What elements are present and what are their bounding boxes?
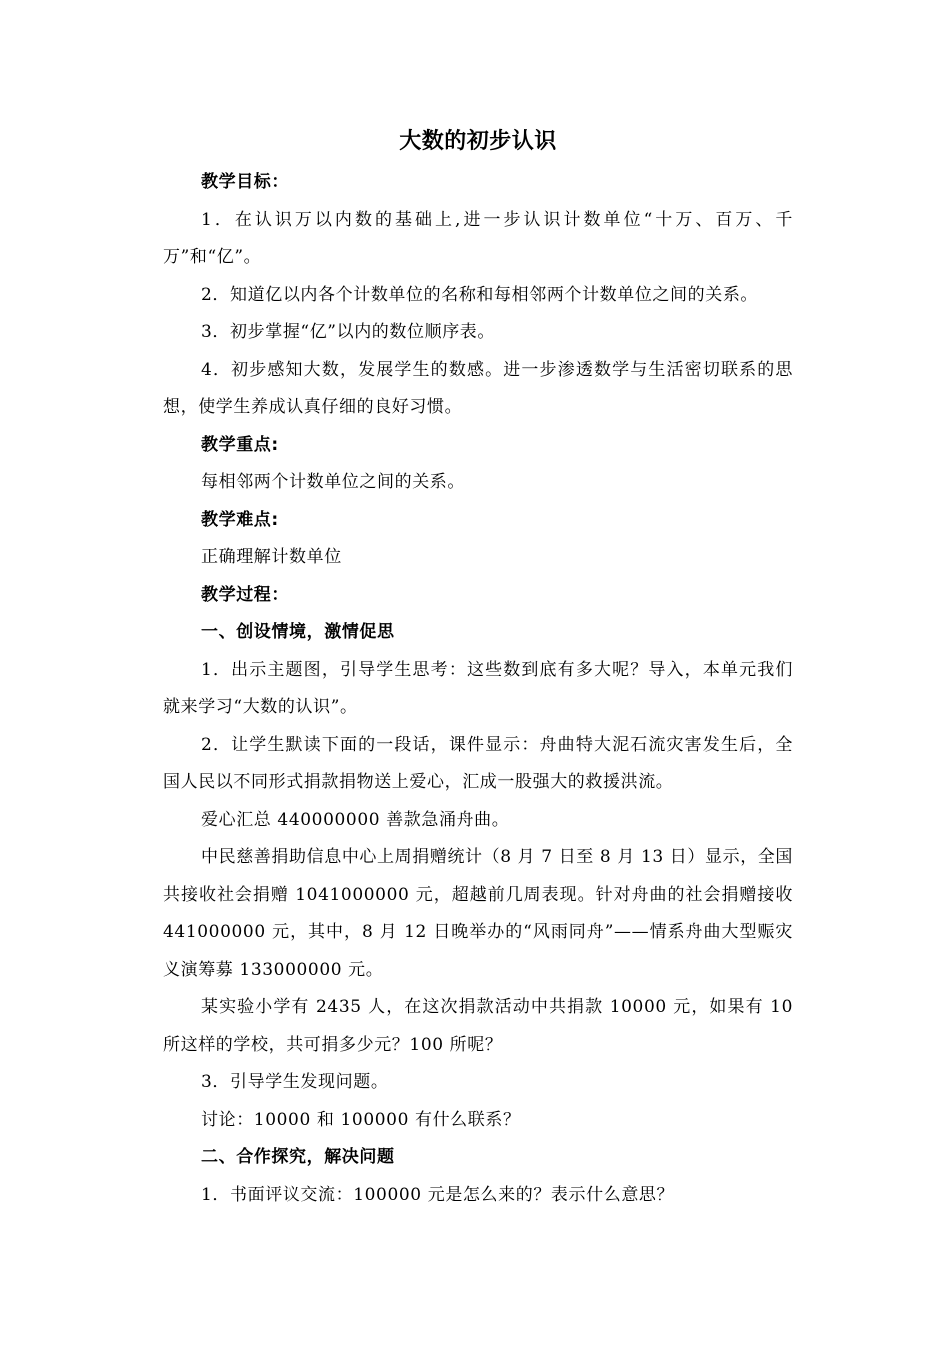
goal-2-paragraph: 2．知道亿以内各个计数单位的名称和每相邻两个计数单位之间的关系。 xyxy=(201,284,759,305)
heading-difficulties: 教学难点: xyxy=(201,509,279,530)
heading-section-one: 一、创设情境，激情促思 xyxy=(201,622,395,642)
goal-4-paragraph: 4．初步感知大数，发展学生的数感。进一步渗透数学与生活密切联系的思想，使学生养成认真仔细的良好习惯。 xyxy=(163,359,793,417)
heading-teaching-process: 教学过程： xyxy=(201,584,289,605)
donation-total-paragraph: 爱心汇总 440000000 善款急涌舟曲。 xyxy=(201,809,510,830)
heading-key-points: 教学重点: xyxy=(201,434,279,455)
key-points-paragraph: 每相邻两个计数单位之间的关系。 xyxy=(201,472,465,492)
goal-3-paragraph: 3．初步掌握“亿”以内的数位顺序表。 xyxy=(201,322,495,342)
heading-teaching-goals: 教学目标： xyxy=(201,172,289,192)
goal-1-paragraph: 1．在认识万以内数的基础上,进一步认识计数单位“十万、百万、千万”和“亿”。 xyxy=(163,209,793,267)
discussion-paragraph: 讨论：10000 和 100000 有什么联系？ xyxy=(201,1109,521,1130)
heading-section-two: 二、合作探究，解决问题 xyxy=(201,1147,395,1167)
process-3-paragraph: 3．引导学生发现问题。 xyxy=(201,1072,389,1092)
process-1-paragraph: 1．出示主题图，引导学生思考：这些数到底有多大呢？导入，本单元我们就来学习“大数的认识”。 xyxy=(163,659,793,717)
difficulties-paragraph: 正确理解计数单位 xyxy=(201,547,342,567)
donation-statistics-paragraph: 中民慈善捐助信息中心上周捐赠统计（8 月 7 日至 8 月 13 日）显示，全国共接收社会捐赠 1041000000 元，超越前几周表现。针对舟曲的社会捐赠接收 441000000 元，其中，8 月 12 日晚举办的“风雨同舟”——情系舟曲大型赈灾义演筹募 133000000 元。 xyxy=(163,847,793,980)
section-two-1-paragraph: 1．书面评议交流：100000 元是怎么来的？表示什么意思？ xyxy=(201,1184,675,1205)
process-2-paragraph: 2．让学生默读下面的一段话，课件显示：舟曲特大泥石流灾害发生后，全国人民以不同形式捐款捐物送上爱心，汇成一股强大的救援洪流。 xyxy=(163,734,793,792)
document-title: 大数的初步认识 xyxy=(399,129,557,154)
school-donation-paragraph: 某实验小学有 2435 人，在这次捐款活动中共捐款 10000 元，如果有 10 所这样的学校，共可捐多少元？100 所呢？ xyxy=(163,997,793,1055)
document-page xyxy=(163,120,793,1214)
